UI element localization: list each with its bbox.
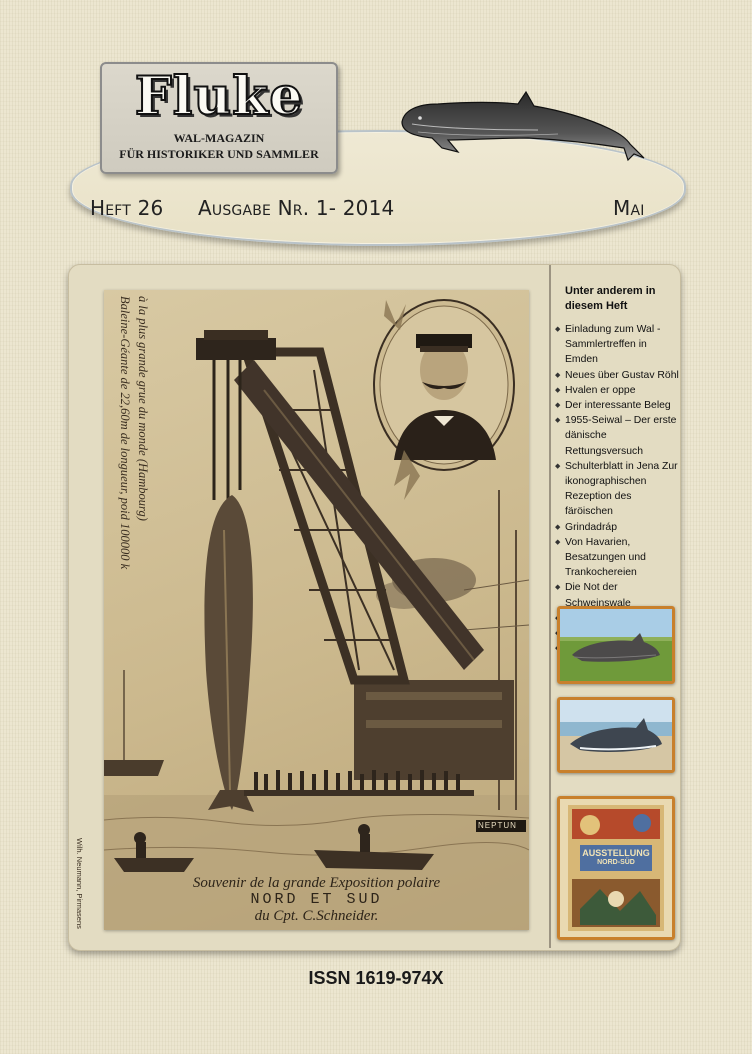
exhibition-poster <box>557 796 675 940</box>
edition-label: Ausgabe Nr. 1- 2014 <box>198 196 395 220</box>
poster-subtitle: NORD-SÜD <box>597 859 635 866</box>
subtitle-line-2: FÜR HISTORIKER UND SAMMLER <box>119 147 319 161</box>
toc-heading: Unter anderem in diesem Heft <box>565 285 656 312</box>
subtitle-line-1: WAL-MAGAZIN <box>173 131 265 145</box>
cover-postcard <box>104 290 529 930</box>
table-of-contents <box>553 284 679 656</box>
month-label: Mai <box>613 196 645 220</box>
logo-box <box>100 62 338 174</box>
toc-item[interactable]: ◆ Von Havarien, Besatzungen und Trankochereien <box>553 535 679 581</box>
toc-item[interactable]: ◆ Grindadráp <box>553 520 679 535</box>
logo-title: Fluke <box>134 66 304 127</box>
caption-line-1: Souvenir de la grande Exposition polaire <box>192 875 441 891</box>
toc-item[interactable]: ◆ Neues über Gustav Röhl <box>553 368 679 383</box>
sidebar-divider <box>549 265 551 948</box>
beached-whale-photo-2 <box>557 697 675 773</box>
issn-number: ISSN 1619-974X <box>308 968 444 988</box>
poster-title: AUSSTELLUNG <box>582 848 650 858</box>
caption-line-2: NORD ET SUD <box>250 891 383 908</box>
toc-item[interactable]: ◆ 1955-Seiwal – Der erste dänische Rettungsversuch <box>553 413 679 459</box>
caption-line-3: du Cpt. C.Schneider. <box>254 908 379 924</box>
toc-item[interactable]: ◆ Hvalen er oppe <box>553 383 679 398</box>
toc-item[interactable]: ◆ Die Not der Schweinswale <box>553 580 679 610</box>
ship-name: NEPTUN <box>478 821 517 830</box>
whale-icon <box>398 88 650 166</box>
crane-illustration <box>104 290 529 930</box>
toc-item[interactable]: ◆ Einladung zum Wal -Sammlertreffen in Emden <box>553 322 679 368</box>
side-text-1: Baleine-Géante de 22,60m de longueur, poid 100000 k <box>118 296 132 570</box>
publisher-text: Wilh. Neumann, Pirmasens <box>75 838 84 929</box>
beached-whale-photo-1 <box>557 606 675 684</box>
side-text-2: à la plus grande grue du monde (Hambourg) <box>136 296 150 521</box>
issue-number: Heft 26 <box>90 196 164 220</box>
toc-item[interactable]: ◆ Der interessante Beleg <box>553 398 679 413</box>
toc-item[interactable]: ◆ Schulterblatt in Jena Zur ikonographischen Rezeption des färöischen <box>553 459 679 520</box>
